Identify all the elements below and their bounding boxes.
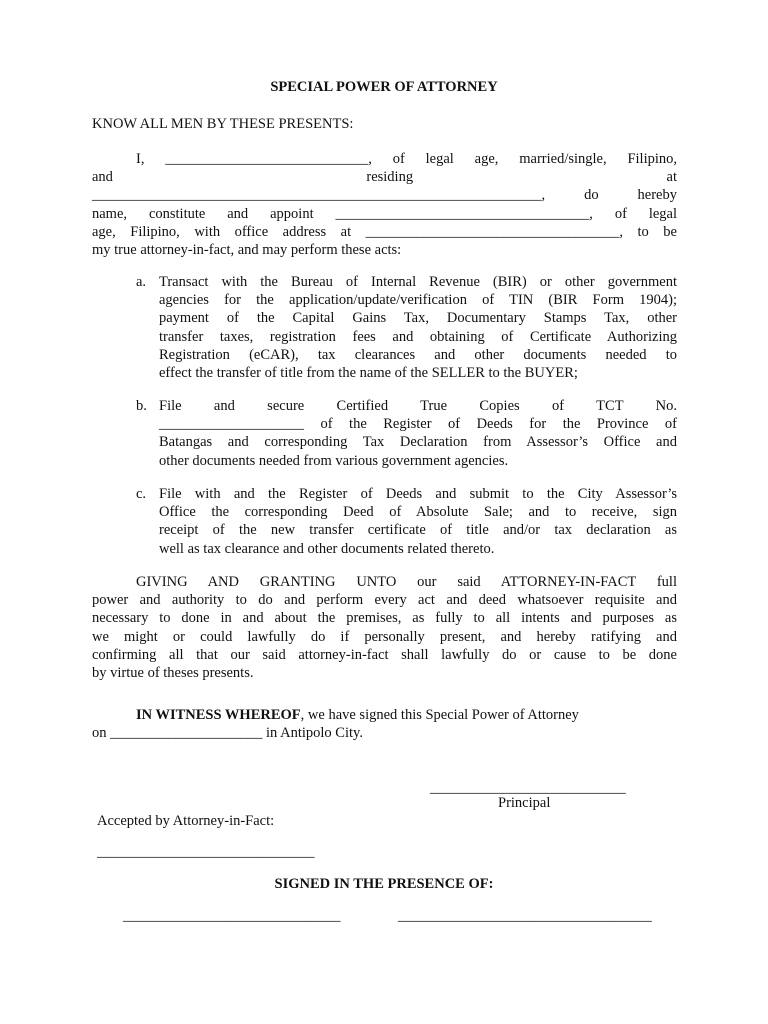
opening-paragraph (92, 150, 677, 259)
accepted-signature-line: ______________________________ (97, 844, 315, 860)
document-title: SPECIAL POWER OF ATTORNEY (270, 79, 498, 95)
principal-signature-line: ___________________________ (430, 780, 626, 796)
paragraph-line: ______________________________________________________________, do hereby (92, 187, 677, 204)
witness-paragraph: IN WITNESS WHEREOF, we have signed this Special Power of Attorney on _____________________ in Antipolo City. (92, 707, 579, 742)
paragraph-line: my true attorney-in-fact, and may perform these acts: (92, 241, 402, 258)
list-item-label: b. (136, 398, 147, 414)
principal-label: Principal (498, 795, 551, 811)
list-item-text: Transact with the Bureau of Internal Revenue (BIR) or other government agencies for the application/update/verification of TIN (BIR Form 1904); payment of the Capital Gains Tax, Documentary Stamps Tax, other transfer taxes, registration fees and obtaining of Certificate Authorizing Registration (eCAR), tax clearances and other documents needed to effect the transfer of title from the name of the SELLER to the BUYER; (159, 274, 677, 381)
paragraph-line: and residing at (92, 169, 677, 186)
intro-heading: KNOW ALL MEN BY THESE PRESENTS: (92, 116, 354, 132)
presence-heading: SIGNED IN THE PRESENCE OF: (274, 876, 494, 892)
witness-signature-line-2: ___________________________________ (398, 908, 652, 924)
list-item-label: c. (136, 486, 147, 502)
witness-signature-line-1: ______________________________ (123, 908, 341, 924)
accepted-label: Accepted by Attorney-in-Fact: (97, 813, 275, 829)
list-item-text: File with and the Register of Deeds and submit to the City Assessor’s Office the corresponding Deed of Absolute Sale; and to receive, sign receipt of the new transfer certificate of title and/or tax declaration as well as tax clearance and other documents related thereto. (159, 486, 677, 557)
paragraph-line: name, constitute and appoint ___________________________________, of legal (92, 205, 677, 222)
list-item-label: a. (136, 274, 147, 290)
list-item-text: File and secure Certified True Copies of TCT No. ____________________ of the Register of Deeds for the Province of Batangas and corresponding Tax Declaration from Assessor’s Office and other documents needed from various government agencies. (159, 398, 677, 469)
granting-paragraph: GIVING AND GRANTING UNTO our said ATTORNEY-IN-FACT full power and authority to do and perform every act and deed whatsoever requisite and necessary to done in and about the premises, as fully to all intents and purposes as we might or could lawfully do if personally present, and hereby ratifying and confirming all that our said attorney-in-fact shall lawfully do or cause to be done by virtue of theses presents. (92, 574, 677, 681)
witness-bold-text: IN WITNESS WHEREOF (136, 707, 301, 723)
paragraph-line: age, Filipino, with office address at ___________________________________, to be (92, 223, 677, 240)
paragraph-line: I, ____________________________, of legal age, married/single, Filipino, (136, 151, 677, 167)
